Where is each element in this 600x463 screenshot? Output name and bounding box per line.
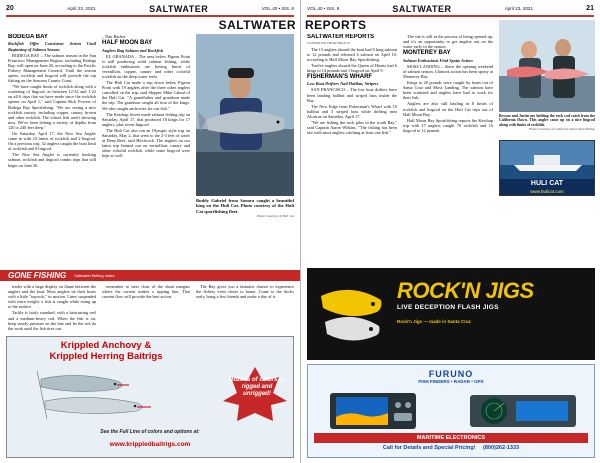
right-feature-photo <box>499 20 595 112</box>
gone-fishing-p1: trailer with a large display on flame between the anglers and the boat. Most anglers tie their boats with a little "toprock," in motion. Lines suspended with extra weight; a fish is caught while rising up to the surface. <box>8 284 96 310</box>
bodega-p3: On Saturday, April 17, the New Sea Angler came in with 23 limits of rockfish and 2 lingcod. On a previous trip, 32 anglers caught the boat limit of rockfish and 8 lingcod. <box>8 131 96 152</box>
left-folio: 20 <box>6 5 14 12</box>
reports-right-col1 <box>307 34 397 264</box>
wharf-subhead: Low Boat Drifters Nail Halibut, Stripers <box>307 81 379 87</box>
dozens-badge: Dozens of colors — rigged and unrigged! <box>229 377 286 397</box>
monterey-subhead: Salmon Enthusiasts Find Spotty Action <box>403 57 473 63</box>
bodega-p4: The New Sea Angler is currently booking salmon, rockfish and lingcod combo trips that will begin on June 26. <box>8 152 96 168</box>
left-vol-issue: VOL.40 • ISS. 8 <box>261 6 294 11</box>
right-masthead: SALTWATER <box>392 3 452 14</box>
gone-fishing-sub: Saltwater fishing notes <box>74 273 115 278</box>
wharf-heading: FISHERMAN'S WHARF <box>307 73 373 80</box>
half-moon-subhead: Anglers Bag Salmon and Rockfish <box>102 47 164 53</box>
jig-lure-image <box>311 276 389 354</box>
right-photo-caption: Bryson and Justin are holding the rock cod catch from the California Dawn. This angler came up on a nice lingcod along with limits of rockfish. <box>499 114 595 127</box>
right-section-head: REPORTS <box>305 18 367 32</box>
bodega-heading: BODEGA BAY <box>8 34 48 40</box>
reports-right-col2 <box>403 34 493 264</box>
right-header-rule <box>307 15 594 17</box>
baitrig-photo <box>17 367 207 423</box>
furuno-phone-number[interactable]: (800)262-1333 <box>483 445 520 451</box>
reports-right-heading: SALTWATER REPORTS <box>307 34 375 40</box>
gone-fishing-p4: The Bay gives you a fantastic chance to experience the fishery even closer to home. Come to the docks early, bring a few friends and make a day of it. <box>196 284 294 300</box>
furuno-ad[interactable] <box>307 364 595 458</box>
monterey-heading: MONTEREY BAY <box>403 50 451 57</box>
wharf-p2: The New Edge from Fisherman's Wharf with 10 halibut and 5 striped bass while drifting near Alcatraz on Saturday, April 17. <box>307 103 397 119</box>
rockn-title-block <box>397 278 589 324</box>
krippled-url[interactable]: www.krippledbaitrigs.com <box>109 441 191 448</box>
right-folio: 21 <box>586 5 594 12</box>
left-feature-photo <box>196 34 294 196</box>
gone-fishing-col3 <box>196 284 294 334</box>
left-date: April 23, 2021 <box>67 6 96 11</box>
bodega-subhead: Rockfish Offer Consistent Action Until Beginning of Salmon Season <box>8 41 96 52</box>
gone-fishing-p3: remember to steer clear of the shoal margins where the current makes a ripping line. That current flow will provide the best action. <box>102 284 190 300</box>
hulicat-boat-photo <box>500 141 595 179</box>
bodega-p2: "We have caught limits of rockfish along with a scattering of lingcod, as between 12-32 and 1-22 on all 6 trips that we have made since the rockfish opener on April 1," said Captain Rick Powers of Bodega Bay Sportfishing. "We are seeing a nice rockfish variety, including copper, canary, brown and other rockfish. The school fish aren't showing now. We've been fishing a variety of depths from 120 to 240 feet deep." <box>8 84 96 130</box>
left-photo-caption: Buddy Gabriel from Sonora caught a beautiful king on the Huli Cat. Photo courtesy of the Huli Cat sportfishing fleet. <box>196 198 294 214</box>
wharf-p3: "We are fishing the rock piles in the south Bay," said Captain Aaron Wilkins. "The fishing has been fair with most anglers catching at least one fish." <box>307 120 397 136</box>
right-date: April 23, 2021 <box>504 6 534 11</box>
krippled-note: See the Full Line of colors and options at: <box>100 429 200 435</box>
monterey-p2: Kings to 20 pounds were caught by boats out of Santa Cruz and Moss Landing. The salmon have been scattered and anglers have had to work for their fish. <box>403 80 493 101</box>
right-caption-block <box>499 114 595 136</box>
reports-right-p2: Twelve anglers aboard the Queen of Hearts had 6 kings to 14 pounds and 1 lingcod on April 9. <box>307 62 397 73</box>
left-header-rule <box>6 15 294 17</box>
bodega-p1: BODEGA BAY – The salmon season in the San Francisco Management Region, including Bodega Bay, will open on June 26, according to the Pacific Fishery Management Council. Until the season opens, rockfish and lingcod will provide the top fishing on the Sonoma County Coast. <box>8 52 96 84</box>
radar-unit-image <box>468 393 578 429</box>
half-moon-p3: The Ketchup Sweet made salmon fishing trip on Saturday, April 17, that produced 18 kings for 17 anglers, plus seven lingcod. <box>102 111 190 127</box>
furuno-callout <box>308 445 594 451</box>
furuno-brand: FURUNO <box>428 369 474 379</box>
right-header <box>307 3 594 14</box>
left-section-head: SALTWATER <box>218 18 296 32</box>
right-photo-credit: Photo Courtesy of California Dawn Sportfishing <box>528 127 595 132</box>
krippled-title-block <box>11 341 201 362</box>
left-masthead: SALTWATER <box>149 3 209 14</box>
gone-fishing-title: GONE FISHING <box>8 271 67 280</box>
right-vol-issue: VOL.40 • ISS. 8 <box>307 6 340 11</box>
left-caption-block <box>196 198 294 264</box>
rockn-tagline: Rock'n Jigs — made in Santa Cruz <box>397 319 471 324</box>
furuno-phone-label: Call for Details and Special Pricing! <box>382 445 476 451</box>
huli-report-p2: Half Moon Bay Sportfishing reports the Ketchup trip with 17 anglers caught 70 rockfish and 16 lingcod to 12 pounds. <box>403 117 493 133</box>
half-moon-article <box>102 34 190 266</box>
monterey-p1: MOSS LANDING – Since the opening weekend of salmon season, Chinook action has been spotty at Monterey Bay. <box>403 63 493 79</box>
left-photo-credit: Photo Courtesy of Huli Cat <box>256 214 294 219</box>
rockn-title: ROCK'N JIGS <box>397 278 534 303</box>
wharf-p1: SAN FRANCISCO – The low boat drifters have been landing halibut and striped bass inside the Bay. <box>307 87 397 103</box>
krippled-ad[interactable] <box>6 336 294 458</box>
fishfinder-unit-image <box>328 391 418 431</box>
half-moon-p2: The Huli Cat made a trip down below Pigeon Point with 19 anglers after the three other anglers cancelled on the trip, said Skipper Mike Cabral of the Huli Cat. "A grandfather and grandson made the trip. The grandson caught all four of the kings. We also caught anchovies for our fish." <box>102 80 190 111</box>
gone-fishing-p2: Tackle is fairly standard, with a baitcasting reel and a medium-heavy rod. When the fish is on, keep steady pressure on the line and let the rod do the work until the fish tires out. <box>8 310 96 331</box>
hulicat-ad[interactable] <box>499 140 595 196</box>
huli-report-p1: Anglers are also still hauling in 8 limits of rockfish and lingcod on the Huli Cat trips out of Half Moon Bay. <box>403 101 493 117</box>
wharf-p4: The site is still in the process of being opened up, and it's an opportunity to get anglers out on the water early in the season. <box>403 34 493 50</box>
hulicat-name: HULI CAT <box>530 180 564 187</box>
furuno-line1: FISH FINDERS • RADAR • GPS <box>418 379 484 384</box>
krippled-title-2: Krippled Herring Baitrigs <box>49 350 163 362</box>
rockcod-anglers-photo <box>499 20 595 112</box>
half-moon-heading: HALF MOON BAY <box>102 40 153 47</box>
gone-fishing-col2 <box>102 284 190 334</box>
rockn-subtitle: LIVE DECEPTION FLASH JIGS <box>397 304 499 311</box>
furuno-dealer: MARITIME ELECTRONICS <box>314 433 588 443</box>
half-moon-p1: EL GRANADA – The area below Pigeon Point is still producing solid salmon fishing, while rockfish enthusiasts are having limits of vermillion, copper, canary and other colorful rockfish on the deep water reefs. <box>102 53 190 79</box>
left-header <box>6 3 294 14</box>
bodega-article <box>8 34 96 266</box>
krippled-title-1: Krippled Anchovy & <box>60 340 152 351</box>
reports-right-p1: The 13 anglers aboard the boat had 6 king salmon to 12 pounds and released 4 salmon on April 10, according to Half Moon Bay Sportfishing. <box>307 46 397 62</box>
furuno-header <box>308 369 594 384</box>
gone-fishing-band <box>0 270 300 281</box>
hulicat-url[interactable]: www.hulicat.com <box>530 189 564 194</box>
reports-right-cont: CONTINUED FROM PAGE 20 <box>307 41 350 46</box>
bodega-credit: – Dan Bacher <box>102 34 126 39</box>
half-moon-p4: The Huli Cat also ran an Olympic style trip on Saturday, May 2, that went to the 2-3 feet of water at Deep Reef, said Hitchcock. The anglers on our latest trip limited out on vermillion, canary and other colorful rockfish, while some lingcod were kept as well. <box>102 127 190 159</box>
rockn-jigs-ad[interactable] <box>307 268 595 360</box>
angler-salmon-photo <box>196 34 294 196</box>
gone-fishing-col1 <box>8 284 96 334</box>
right-page <box>300 0 600 463</box>
